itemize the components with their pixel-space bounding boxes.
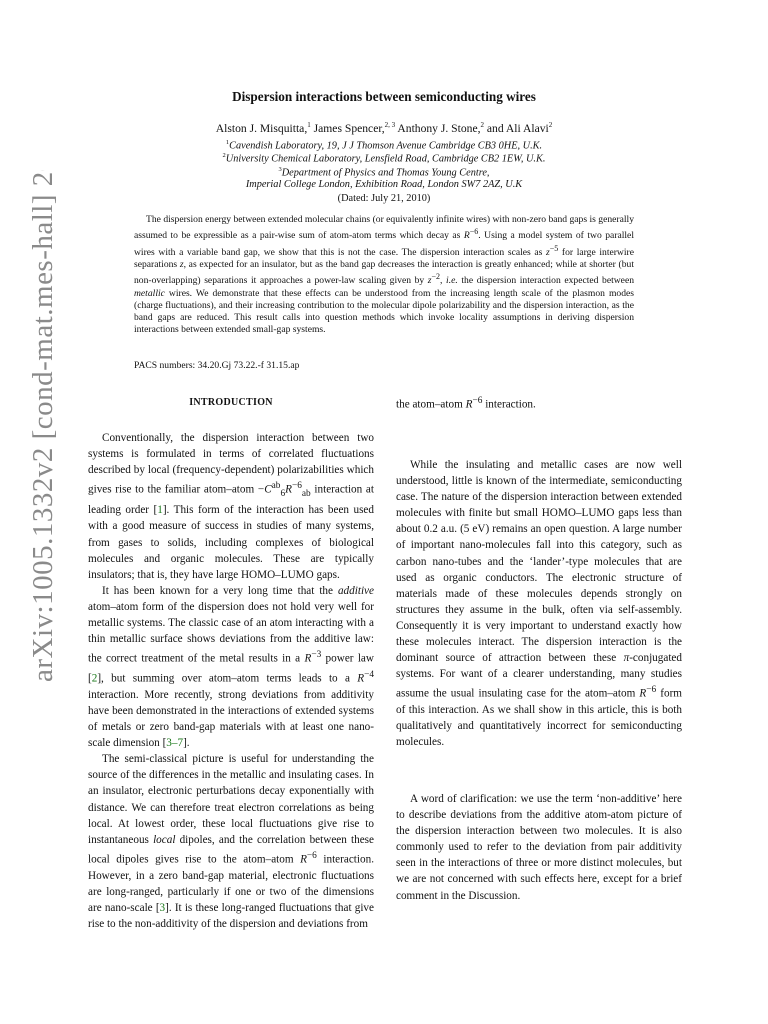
paragraph: [88, 583, 374, 751]
paragraph: [396, 457, 682, 750]
paragraph: A word of clarification: we use the term ‘non-additive’ here to describe deviations from the additive atom-atom picture of the dispersion interaction between two molecules. It is also commonly used to refer to the deviation from pair additivity seen in the interactions of three or more distinct molecules, but we are not concerned with such effects here, except for a brief comment in the Discussion.: [396, 793, 682, 902]
affiliation-text: Cavendish Laboratory, 19, J J Thomson Avenue Cambridge CB3 0HE, U.K.: [229, 140, 543, 152]
pacs-numbers: PACS numbers: 34.20.Gj 73.22.-f 31.15.ap: [134, 360, 300, 371]
math-symbol: R: [285, 484, 292, 497]
section-heading-introduction: INTRODUCTION: [189, 397, 273, 408]
italic-text: local: [153, 833, 176, 846]
author-name: and Ali Alavi: [484, 121, 549, 135]
affiliation: [0, 152, 768, 164]
abstract-text: . Using a model system of two parallel wires with a variable band gap, we show that this is not the case. The dispersion interaction scales as: [134, 230, 634, 258]
arxiv-identifier: [12, 170, 72, 690]
body-text: -conjugated systems. For want of a clearer understanding, many studies assume the usual insulating case for the atom–atom: [396, 652, 682, 701]
abstract-text: for large interwire separations: [134, 246, 634, 270]
affiliation-text: University Chemical Laboratory, Lensfield Road, Cambridge CB2 1EW, U.K.: [225, 153, 546, 165]
body-text: interaction at leading order [: [88, 484, 374, 517]
arxiv-identifier-text: arXiv:1005.1332v2 [cond-mat.mes-hall] 20 Jul 2010: [27, 170, 59, 682]
math-exponent: −6: [306, 850, 317, 861]
math-exponent: −6: [646, 685, 657, 696]
body-text: interaction.: [482, 398, 536, 411]
affiliation-mark: 3: [278, 166, 282, 173]
body-text: While the insulating and metallic cases are now well understood, little is known of the intermediate, semiconducting case. The nature of the dispersion interaction between extended molecules with finite but small HOMO–LUMO gaps less than about 0.2 a.u. (5 eV) remains an open question. A large number of important nano-molecules fall into this category, such as carbon nano-tubes and the ‘lander’-type molecules that are used as organic conductors. The electronic structure of materials made of these molecules depends strongly on structures they assume in the bulk, often via self-assembly. Consequently it is very important to understand exactly how these molecules interact. The dispersion interaction is the dominant source of attraction between these: [396, 459, 682, 665]
citation-link[interactable]: 3: [159, 901, 166, 914]
author-affil-mark: 2, 3: [384, 121, 396, 129]
math-subscript: ab: [301, 489, 311, 500]
abstract-text: ,: [440, 275, 447, 287]
right-column-top-line: [396, 396, 536, 411]
abstract-italic: i.e.: [446, 275, 458, 287]
affiliation-text: Department of Physics and Thomas Young Centre,: [281, 167, 490, 179]
author-name: Anthony J. Stone,: [395, 121, 481, 135]
body-text: the atom–atom: [396, 398, 466, 411]
math-symbol: C: [264, 484, 272, 497]
right-column-section-a: [396, 457, 682, 750]
author-affil-mark: 1: [307, 121, 311, 129]
paragraph: [88, 751, 374, 932]
author-name: Alston J. Misquitta,: [215, 121, 308, 135]
right-column-section-b: [396, 791, 682, 904]
citation-link[interactable]: 2: [91, 672, 98, 685]
body-text: ]. It is these long-ranged fluctuations that give rise to the non-additivity of the dispersion and deviations from: [88, 901, 374, 930]
abstract-italic: metallic: [134, 287, 165, 299]
math-superscript: ab: [271, 481, 281, 492]
body-text: form of this interaction. As we shall show in this article, this is both qualitatively and quantitatively incorrect for semiconducting molecules.: [396, 688, 683, 749]
affiliation-mark: 2: [222, 152, 226, 159]
body-text: dipoles, and the correlation between these local dipoles gives rise to the atom–atom: [88, 833, 374, 866]
math-symbol: π: [623, 652, 630, 665]
paper-title: Dispersion interactions between semiconducting wires: [232, 89, 536, 104]
body-text: ], but summing over atom–atom terms leads to a: [97, 672, 358, 685]
math-symbol: z: [179, 258, 184, 270]
body-text: ]. This form of the interaction has been used with a good measure of success in studies of many systems, from gases to solids, including complexes of biological molecules and organic molecules. These are typically insulators; that is, they have large HOMO–LUMO gaps.: [88, 504, 374, 581]
math-exponent: −6: [472, 396, 483, 406]
math-symbol: R: [463, 230, 470, 242]
math-symbol: R: [465, 398, 473, 411]
math-symbol: R: [357, 672, 365, 685]
body-text: It has been known for a very long time that the: [102, 584, 338, 597]
author-list: [0, 121, 768, 135]
left-column: [88, 430, 374, 932]
body-text: Conventionally, the dispersion interaction between two systems is formulated in terms of correlated fluctuations described by local (frequency-dependent) polarizabilities which gives rise to the familiar atom–atom −: [88, 432, 374, 497]
body-text: interaction. However, in a zero band-gap material, electronic fluctuations are long-ranged, particularly if one or two of the dimensions are nano-scale [: [88, 853, 374, 914]
body-text: The semi-classical picture is useful for understanding the source of the differences in the metallic and insulating cases. In an insulator, electronic perturbations decay exponentially with distance. We can therefore treat electron correlations as being local. At lowest order, these local fluctuations give rise to instantaneous: [88, 753, 374, 846]
math-exponent: −3: [311, 650, 322, 661]
body-text: interaction. More recently, strong deviations from additivity have been demonstrated in the interactions of extended systems of metals or zero band-gap materials with at least one nano-scale dimension [: [88, 688, 374, 750]
math-superscript: −6: [291, 481, 302, 492]
abstract-text: the dispersion interaction expected between: [457, 275, 634, 287]
author-affil-mark: 2: [480, 121, 484, 129]
affiliation-mark: 1: [225, 139, 230, 146]
body-text: power law [: [88, 652, 374, 685]
arxiv-identifier-svg: [12, 170, 72, 690]
italic-text: additive: [337, 584, 374, 597]
affiliation: [0, 166, 768, 178]
abstract-text: The dispersion energy between extended molecular chains (or equivalently infinite wires) with non-zero band gaps is generally assumed to be expressible as a pair-wise sum of atom-atom terms which decay as: [134, 214, 634, 242]
abstract: [134, 214, 634, 336]
math-exponent: −5: [549, 243, 559, 253]
citation-link[interactable]: 1: [157, 504, 163, 517]
citation-link[interactable]: 3–7: [166, 737, 184, 750]
affiliation: [0, 179, 768, 190]
author-affil-mark: 2: [548, 121, 553, 129]
affiliation: [0, 139, 768, 151]
abstract-text: , as expected for an insulator, but as the band gap decreases the interaction is greatly enhanced; while at shorter (but non-overlapping) separations it approaches a power-law scaling given by: [134, 258, 634, 287]
math-exponent: −4: [364, 670, 374, 681]
math-symbol: R: [639, 688, 647, 701]
body-text: atom–atom form of the dispersion does not hold very well for metallic systems. The classic case of an atom interacting with a thin metallic surface shows deviations from the additive law: the correct treatment of the metal results in a: [88, 600, 374, 665]
math-symbol: R: [304, 652, 312, 665]
math-symbol: z: [546, 246, 550, 258]
author-name: James Spencer,: [310, 121, 385, 135]
affiliation-text: Imperial College London, Exhibition Road, London SW7 2AZ, U.K: [245, 179, 523, 190]
math-subscript: 6: [280, 489, 286, 500]
math-symbol: R: [300, 853, 307, 866]
paragraph: [88, 430, 374, 583]
body-text: ].: [183, 737, 190, 750]
math-symbol: z: [427, 275, 432, 287]
math-exponent: −6: [469, 227, 479, 237]
abstract-text: wires. We demonstrate that these effects can be understood from the increasing length scale of the plasmon modes (charge fluctuations), and their increasing contribution to the molecular dipole polarizability and the dispersion interaction, as the band gaps are reduced. This result calls into question methods which invoke locality assumptions in deriving dispersion interactions between extended small-gap systems.: [134, 287, 634, 336]
dated-line: (Dated: July 21, 2010): [337, 193, 431, 204]
math-exponent: −2: [431, 272, 441, 282]
